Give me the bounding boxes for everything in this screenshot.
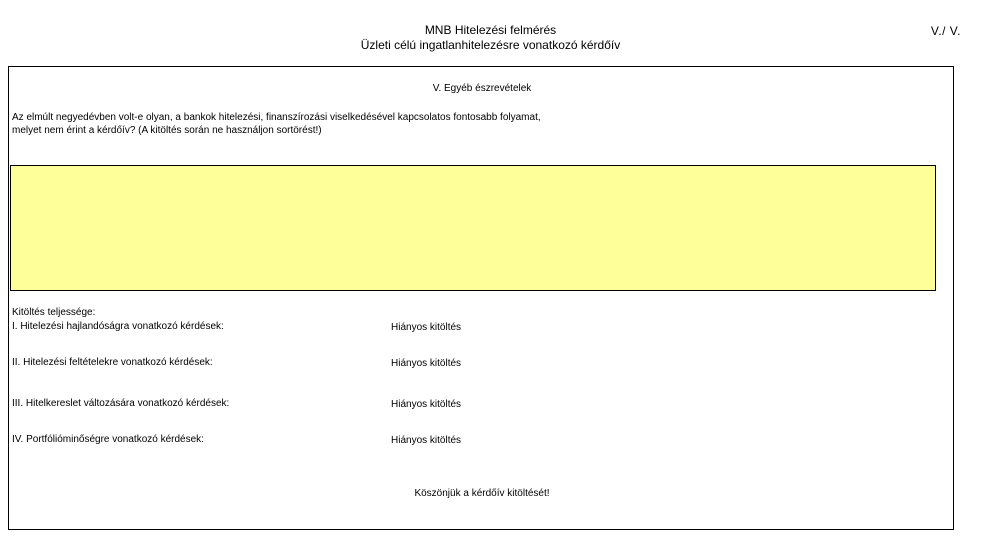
completeness-row-status: Hiányos kitöltés — [391, 358, 462, 369]
answer-input-box[interactable] — [10, 165, 936, 291]
question-line-2: melyet nem érint a kérdőív? (A kitöltés során ne használjon sortörést!) — [12, 125, 322, 136]
completeness-row-status: Hiányos kitöltés — [391, 435, 462, 446]
completeness-row-4 — [12, 434, 612, 447]
completeness-row-2 — [12, 357, 612, 370]
question-text — [12, 111, 912, 137]
section-title: V. Egyéb észrevételek — [432, 83, 532, 94]
completeness-row-label: IV. Portfólióminőségre vonatkozó kérdések: — [12, 434, 204, 445]
completeness-row-status: Hiányos kitöltés — [391, 322, 462, 333]
completeness-row-3 — [12, 398, 612, 411]
thank-you-message: Köszönjük a kérdőív kitöltését! — [414, 488, 550, 499]
question-line-1: Az elmúlt negyedévben volt-e olyan, a bankok hitelezési, finanszírozási viselkedésével kapcsolatos fontosabb folyamat, — [12, 112, 541, 123]
survey-title: MNB Hitelezési felmérés — [424, 23, 557, 37]
form-frame — [8, 66, 954, 530]
completeness-row-status: Hiányos kitöltés — [391, 399, 462, 410]
completeness-row-label: I. Hitelezési hajlandóságra vonatkozó kérdések: — [12, 321, 224, 332]
survey-subtitle: Üzleti célú ingatlanhitelezésre vonatkozó kérdőív — [360, 38, 621, 52]
completeness-row-1 — [12, 321, 612, 334]
completeness-heading: Kitöltés teljessége: — [12, 307, 96, 318]
completeness-row-label: II. Hitelezési feltételekre vonatkozó kérdések: — [12, 357, 213, 368]
completeness-row-label: III. Hitelkereslet változására vonatkozó kérdések: — [12, 398, 230, 409]
page-number: V./ V. — [930, 24, 961, 38]
